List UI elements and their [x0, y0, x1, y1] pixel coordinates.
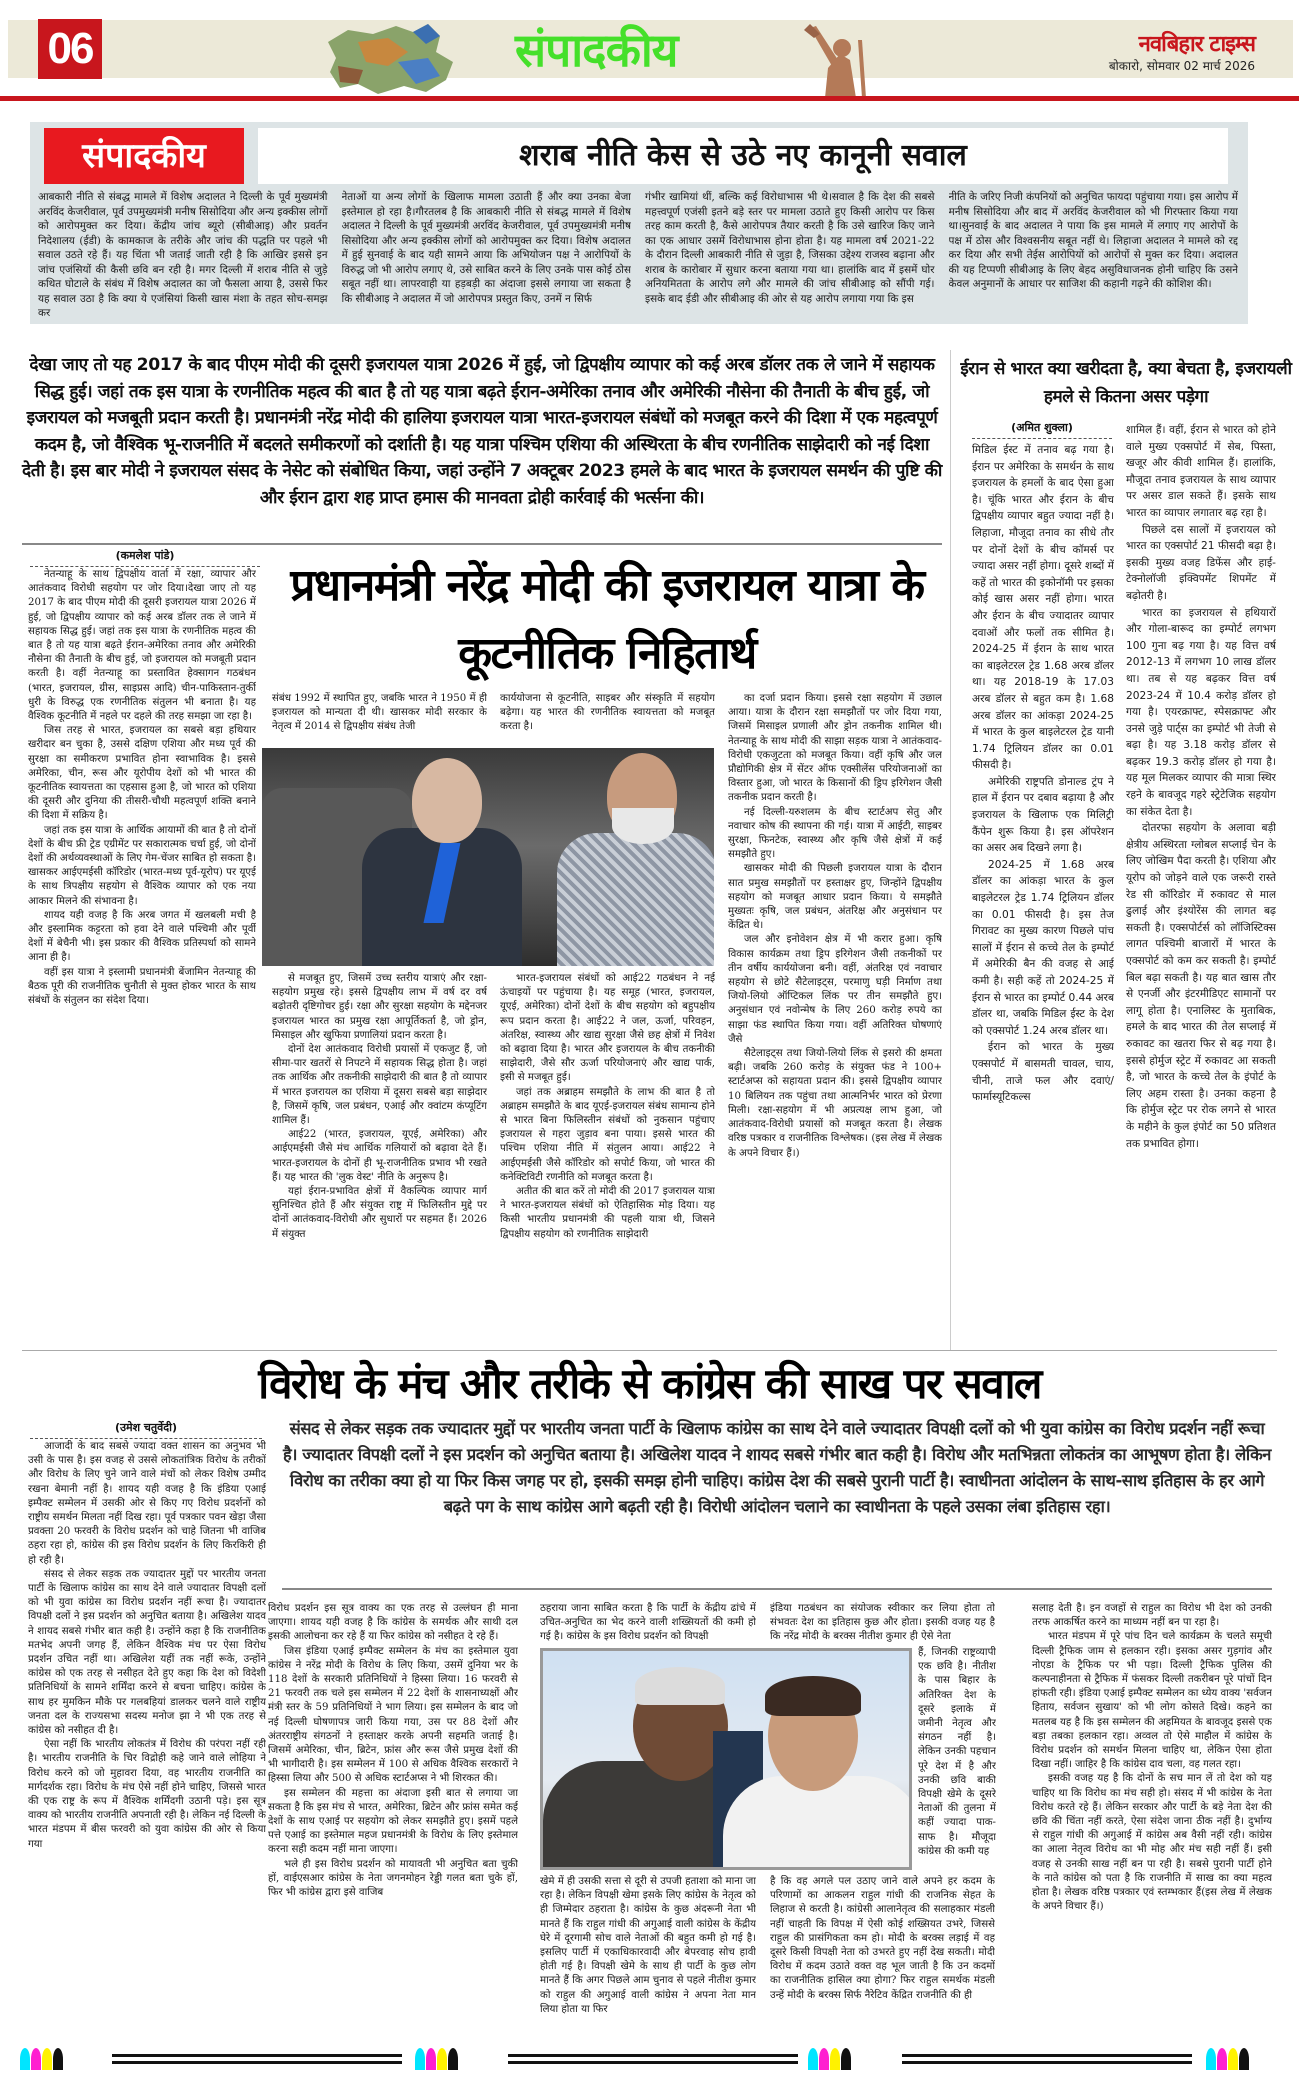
paragraph: अतीत की बात करें तो मोदी की 2017 इजरायल यात्रा ने भारत-इजरायल संबंधों को ऐतिहासिक मोड़ दिया। यह किसी भारतीय प्रधानमंत्री की पहली यात्रा थी, जिसने द्विपक्षीय सहयोग को रणनीतिक साझेदारी — [500, 1186, 715, 1240]
photo-modi-netanyahu — [262, 748, 714, 966]
photo-kharge-rahul — [540, 1648, 912, 1870]
paragraph: जल और इनोवेशन क्षेत्र में भी करार हुआ। कृषि विकास कार्यक्रम तथा ड्रिप इरिगेशन जैसी तकनीकों पर तीन वर्षीय कार्ययोजना बनी। वहीं, अंतरिक्ष एवं नवाचार सहयोग से छोटे सैटेलाइट्स, परमाणु घड़ी निर्माण तथा जियो-लियो ऑप्टिकल लिंक पर तीन समझौते हुए। अनुसंधान एवं नवोन्मेष के लिए 260 करोड़ रुपये का साझा फंड स्थापित किया गया। वहीं अतिरिक्त घोषणाएं जैसे — [728, 934, 942, 1045]
masthead — [0, 0, 1299, 100]
cmyk-marks-icon — [415, 2048, 458, 2070]
cmyk-marks-icon — [20, 2048, 63, 2070]
divider — [950, 350, 951, 1350]
masthead-rule — [0, 96, 1299, 101]
paragraph: मिडिल ईस्ट में तनाव बढ़ गया है। ईरान पर अमेरिका के समर्थन के साथ इजरायल के हमलों के बाद ऐसा हुआ है। चूंकि भारत और ईरान के बीच द्विपक्षीय व्यापार बहुत ज्यादा नहीं है। लिहाजा, मौजूदा तनाव का सीधे तौर पर दोनों देशों के बीच कॉमर्स पर ज्यादा असर नहीं होगा। दूसरे शब्दों में कहें तो भारत की इकोनॉमी पर इसका कोई खास असर नहीं होगा। भारत और ईरान के बीच ज्यादातर व्यापार दवाओं और फलों तक सीमित है। 2024-25 में ईरान के साथ भारत का बाइलेटरल ट्रेड 1.68 अरब डॉलर था। यह 2018-19 के 17.03 अरब डॉलर से बहुत कम है। 1.68 अरब डॉलर का आंकड़ा 2024-25 में भारत के कुल बाइलेटरल ट्रेड यानी 1.74 ट्रिलियन डॉलर का 0.01 फीसदी है। — [972, 444, 1114, 772]
article-headline: विरोध के मंच और तरीके से कांग्रेस की साख पर सवाल — [258, 1359, 1041, 1408]
article-column — [272, 972, 487, 1337]
paragraph: विरोध प्रदर्शन इस सूत्र वाक्य का एक तरह से उल्लंघन ही माना जाएगा। शायद यही वजह है कि कांग्रेस के समर्थक और साथी दल इसकी आलोचना कर रहे हैं या फिर कांग्रेस को नसीहत दे रहे हैं। — [268, 1603, 518, 1643]
paragraph: का दर्जा प्रदान किया। इससे रक्षा सहयोग में उछाल आया। यात्रा के दौरान रक्षा समझौतों पर जोर दिया गया, जिसमें मिसाइल प्रणाली और ड्रोन तकनीक शामिल थी। नेतन्याहू के साथ मोदी की साझा सड़क यात्रा ने आतंकवाद-विरोधी एकजुटता को मजबूत किया। वहीं कृषि और जल प्रौद्योगिकी क्षेत्र में सेंटर ऑफ एक्सीलेंस परियोजनाओं का विस्तार हुआ, जो भारत के किसानों की ड्रिप इरिगेशन जैसी तकनीक प्रदान करती है। — [728, 693, 942, 804]
paragraph: भारत का इजरायल से हथियारों और गोला-बारूद का इम्पोर्ट लगभग 100 गुना बढ़ गया है। यह वित्त वर्ष 2012-13 में लगभग 10 लाख डॉलर था। तब से यह बढ़कर वित्त वर्ष 2023-24 में 10.4 करोड़ डॉलर हो गया है। एयरक्राफ्ट, स्पेसक्राफ्ट और उनसे जुड़े पार्ट्स का इम्पोर्ट भी तेजी से बढ़ा है। यह 3.18 करोड़ डॉलर से बढ़कर 19.3 करोड़ डॉलर हो गया है। यह मूल मिलकर व्यापार की मात्रा स्थिर रहने के बावजूद गहरे स्ट्रेटेजिक सहयोग का संकेत देता है। — [1126, 606, 1276, 818]
paragraph: भारत-इजरायल संबंधों को आई22 गठबंधन ने नई ऊंचाइयों पर पहुंचाया है। यह समूह (भारत, इजरायल, यूएई, अमेरिका) दोनों देशों के बीच सहयोग को बहुपक्षीय रूप प्रदान करता है। आई22 ने जल, ऊर्जा, परिवहन, अंतरिक्ष, स्वास्थ्य और खाद्य सुरक्षा जैसे छह क्षेत्रों में निवेश को बढ़ावा दिया है। भारत और इजरायल के बीच तकनीकी साझेदारी, जैसे सौर ऊर्जा परियोजनाएं और खाद्य पार्क, इसी से मजबूत हुई। — [500, 973, 715, 1084]
paragraph: जिस तरह से भारत, इजरायल का सबसे बड़ा हथियार खरीदार बन चुका है, उससे दक्षिण एशिया और मध्य पूर्व की सुरक्षा का समीकरण प्रभावित होना स्वाभाविक है। इससे अमेरिका, चीन, रूस और यूरोपीय देशों को भी भारत की कूटनीतिक स्वायत्तता का एहसास हुआ है, जो भारत को एशिया की दूसरी और दुनिया की तीसरी-चौथी महत्वपूर्ण शक्ति बनाने की दिशा में सक्रिय है। — [28, 725, 256, 822]
editorial-column: आबकारी नीति से संबद्ध मामले में विशेष अदालत ने दिल्ली के पूर्व मुख्यमंत्री अरविंद केजरीवाल, पूर्व उपमुख्यमंत्री मनीष सिसोदिया और अन्य इक्कीस लोगों को आरोपमुक्त कर दिया। केंद्रीय जांच ब्यूरो (सीबीआइ) और प्रवर्तन निदेशालय (ईडी) के कामकाज के तरीके और जांच की पद्धति पर पहले भी सवाल उठते रहे हैं। यह चिंता भी जताई जाती रही है कि आखिर इससे इन जांच एजंसियों की कैसी छवि बन रही है। मगर दिल्ली में शराब नीति से जुड़े कथित घोटाले के संबंध में विशेष अदालत का जो फैसला आया है, उससे फिर यह सवाल उठा है कि क्या ये एजंसियां किसी खास मंशा के तहत सोच-समझ कर — [38, 191, 328, 319]
paragraph: शामिल हैं। वहीं, ईरान से भारत को होने वाले मुख्य एक्सपोर्ट में सेब, पिस्ता, खजूर और कीवी शामिल हैं। हालांकि, मौजूदा तनाव इजरायल के साथ व्यापार पर असर डाल सकते हैं। इसके साथ भारत का व्यापार लगातार बढ़ रहा है। — [1126, 424, 1276, 519]
paragraph: पिछले दस सालों में इजरायल को भारत का एक्सपोर्ट 21 फीसदी बढ़ा है। इसकी मुख्य वजह डिफेंस और हाई-टेक्नोलॉजी इक्विपमेंट शिपमेंट में बढ़ोतरी है। — [1126, 523, 1276, 602]
print-registration-marks — [0, 2048, 1299, 2076]
cmyk-marks-icon — [808, 2048, 851, 2070]
article-column: खेमे में ही उसकी सत्ता से दूरी से उपजी हताशा को माना जा रहा है। लेकिन विपक्षी खेमा इसके लिए कांग्रेस के नेतृत्व को ही जिम्मेदार ठहराता है। कांग्रेस के कुछ अंदरूनी नेता भी मानते हैं कि राहुल गांधी की अगुआई वाली कांग्रेस के केंद्रीय घेरे में दूरगामी सोच वाले नेताओं की बहुत कमी हो गई है। इसलिए पार्टी में एकाधिकारवादी और बेपरवाह सोच हावी होती गई है। विपक्षी खेमे के साथ ही पार्टी के कुछ लोग मानते हैं कि अगर पिछले आम चुनाव से पहले नीतीश कुमार को राहुल की अगुआई वाली कांग्रेस ने अपना नेता मान लिया होता या फिर — [540, 1876, 756, 2015]
newspaper-brand-name: नवबिहार टाइम्स — [1138, 32, 1255, 57]
article-column — [28, 568, 256, 1338]
article-column — [500, 972, 715, 1337]
paragraph: दोतरफा सहयोग के अलावा बड़ी क्षेत्रीय अस्थिरता ग्लोबल सप्लाई चेन के लिए जोखिम पैदा करती है। एशिया और यूरोप को जोड़ने वाले एक जरूरी रास्ते रेड सी कॉरिडोर में रुकावट से माल ढुलाई और इंश्योरेंस की लागत बढ़ सकती है। एक्सपोर्टर्स को लॉजिस्टिक्स लागत पश्चिमी बाजारों में भारत के एक्सपोर्ट को कम कर सकती है। इम्पोर्ट बिल बढ़ा सकती है। यह बात खास तौर से एनर्जी और इंटरमीडिएट सामानों पर लागू होता है। एनालिस्ट के मुताबिक, हमले के बाद भारत की तेल सप्लाई में रुकावट का खतरा फिर से बढ़ गया है। इससे होर्मुज स्ट्रेट में रुकावट आ सकती है, जो भारत के कच्चे तेल के इंपोर्ट के लिए अहम रास्ता है। उनका कहना है कि होर्मुज स्ट्रेट पर रोक लगने से भारत के महीने के कुल इंपोर्ट का 50 प्रतिशत तक प्रभावित होगा। — [1126, 822, 1276, 1150]
paragraph: इसकी वजह यह है कि दोनों के सच मान लें तो देश को यह चाहिए था कि विरोध का मंच सही हो। संसद में भी कांग्रेस के नेता विरोध करते रहे हैं। लेकिन सरकार और पार्टी के बड़े नेता देश की छवि की चिंता नहीं करते, ऐसा संदेश जाना ठीक नहीं है। दुर्भाग्य से राहुल गांधी की अगुआई में कांग्रेस अब वैसी नहीं रही। कांग्रेस का आला नेतृत्व विरोध का भी मोह और मंच सही नहीं हैं। इसी वजह से उनकी साख नहीं बन पा रही है। सबसे पुरानी पार्टी होने के नाते कांग्रेस को पता है कि राजनीति में साख का क्या महत्व होता है। लेखक वरिष्ठ पत्रकार एवं स्तम्भकार हैं(इस लेख में लेखक के अपने विचार हैं।) — [1032, 1773, 1272, 1913]
article-headline: प्रधानमंत्री नरेंद्र मोदी की इजरायल यात्रा के कूटनीतिक निहितार्थ — [290, 560, 924, 679]
article-column: संबंध 1992 में स्थापित हुए, जबकि भारत ने 1950 में ही इजरायल को मान्यता दी थी। खासकर मोदी सरकार के नेतृत्व में 2014 से द्विपक्षीय संबंध तेजी — [272, 693, 487, 733]
page-number-badge: 06 — [38, 19, 102, 79]
byline: (उमेश चतुर्वेदी) — [30, 1420, 262, 1439]
registration-line — [112, 2054, 402, 2064]
side-story-headline: ईरान से भारत क्या खरीदता है, क्या बेचता है, इजरायली हमले से कितना असर पड़ेगा — [960, 359, 1292, 407]
editorial-column: नीति के जरिए निजी कंपनियों को अनुचित फायदा पहुंचाया गया। इस आरोप में मनीष सिसोदिया और बाद में अरविंद केजरीवाल को भी गिरफ्तार किया गया था।सुनवाई के बाद अदालत ने पाया कि इस मामले में लगाए गए आरोपों के पक्ष में ठोस और विश्वसनीय सबूत नहीं थे। लिहाजा अदालत ने मामले को रद्द कर दिया और सभी तेईस आरोपियों को आरोपों से मुक्त कर दिया। अदालत की यह टिप्पणी सीबीआइ के लिए बेहद असुविधाजनक होनी चाहिए कि उसने केवल अनुमानों के आधार पर साजिश की कहानी गढ़ने की कोशिश की। — [948, 191, 1238, 290]
paragraph: सलाह देती है। इन वजहों से राहुल का विरोध भी देश को उनकी तरफ आकर्षित करने का माध्यम नहीं बन पा रहा है। — [1032, 1603, 1272, 1629]
divider — [282, 1588, 1272, 1590]
side-story-column — [972, 442, 1114, 1372]
article-column: ठहराया जाना साबित करता है कि पार्टी के केंद्रीय ढांचे में उचित-अनुचित का भेद करने वाली शख्सियतों की कमी हो गई है। कांग्रेस के इस विरोध प्रदर्शन को विपक्षी — [540, 1603, 756, 1643]
article-column: इंडिया गठबंधन का संयोजक स्वीकार कर लिया होता तो संभवतः देश का इतिहास कुछ और होता। इसकी वजह यह है कि नरेंद्र मोदी के बरक्स नीतीश कुमार ही ऐसे नेता — [770, 1603, 995, 1643]
paragraph: संसद से लेकर सड़क तक ज्यादातर मुद्दों पर भारतीय जनता पार्टी के खिलाफ कांग्रेस का साथ देने वाले ज्यादातर विपक्षी दलों को भी युवा कांग्रेस का विरोध प्रदर्शन नहीं रूचा है। ज्यादातर विपक्षी दलों ने इस प्रदर्शन को अनुचित बताया है। अखिलेश यादव ने शायद सबसे गंभीर बात कही है। उन्होंने कहा है कि राजनीतिक मतभेद अपनी जगह हैं, लेकिन वैश्विक मंच पर ऐसा विरोध प्रदर्शन उचित नहीं था। अखिलेश यहीं तक नहीं रूके, उन्होंने कांग्रेस को एक तरह से नसीहत देते हुए कहा कि देश को विदेशी प्रतिनिधियों के सामने शर्मिंदा करने से बचना चाहिए। कांग्रेस के साथ हर मुमकिन मौके पर गलबहियां डालकर चलने वाले राष्ट्रीय जनता दल के राज्यसभा सदस्य मनोज झा ने भी एक तरह से कांग्रेस को नसीहत दी है। — [28, 1568, 266, 1737]
paragraph: जहां तक इस यात्रा के आर्थिक आयामों की बात है तो दोनों देशों के बीच फ्री ट्रेड एग्रीमेंट पर सकारात्मक चर्चा हुई, जो दोनों देशों की अर्थव्यवस्थाओं के लिए गेम-चेंजर साबित हो सकता है। खासकर आईएमईसी कॉरिडोर (भारत-मध्य पूर्व-यूरोप) पर यूएई के साथ त्रिपक्षीय सहयोग से वैश्विक व्यापार को एक नया आकार मिलने की संभावना है। — [28, 824, 256, 907]
paragraph: आजादी के बाद सबसे ज्यादा वक्त शासन का अनुभव भी उसी के पास है। इस वजह से उससे लोकतांत्रिक विरोध के तरीकों और विरोध के लिए चुने जाने वाले मंचों को लेकर विशेष उम्मीद रखना बेमानी नहीं है। शायद यही वजह है कि इंडिया एआई इम्पैक्ट सम्मेलन में उसकी ओर से किए गए विरोध प्रदर्शनों को राष्ट्रीय समर्थन मिलता नहीं दिख रहा। पूर्व पत्रकार पवन खेड़ा जैसा प्रवक्ता 20 फरवरी के विरोध प्रदर्शन को चाहे जितना भी वाजिब ठहरा रहा हो, कांग्रेस की इस विरोध प्रदर्शन के लिए किरकिरी ही हो रही है। — [28, 1441, 266, 1566]
divider — [22, 543, 942, 545]
paragraph: यहां ईरान-प्रभावित क्षेत्रों में वैकल्पिक व्यापार मार्ग सुनिश्चित होते हैं और संयुक्त राष्ट्र में फिलिस्तीन मुद्दे पर दोनों आतंकवाद-विरोधी और सुधारों पर सहमत हैं। 2026 में संयुक्त — [272, 1186, 487, 1240]
article-column: हैं, जिनकी राष्ट्रव्यापी एक छवि है। नीतीश के पास बिहार के अतिरिक्त देश के दूसरे इलाके में जमीनी नेतृत्व और संगठन नहीं है। लेकिन उनकी पहचान पूरे देश में है और उनकी छवि बाकी विपक्षी खेमे के दूसरे नेताओं की तुलना में कहीं ज्यादा पाक-साफ है। मौजूदा कांग्रेस की कमी यह — [918, 1647, 996, 1857]
byline: (अमित शुक्ला) — [972, 420, 1112, 439]
article-column — [728, 692, 942, 1332]
dateline: बोकारो, सोमवार 02 मार्च 2026 — [1108, 59, 1255, 73]
editorial-headline: शराब नीति केस से उठे नए कानूनी सवाल — [519, 138, 967, 173]
paragraph: नई दिल्ली-यरुशलम के बीच स्टार्टअप सेतु और नवाचार कोष की स्थापना की गई। यात्रा में आईटी, साइबर सुरक्षा, फिनटेक, स्वास्थ्य और कृषि जैसे क्षेत्रों में कई समझौते हुए। — [728, 806, 942, 861]
jharkhand-map-collage-icon — [318, 22, 466, 96]
paragraph: इस सम्मेलन की महत्ता का अंदाजा इसी बात से लगाया जा सकता है कि इस मंच से भारत, अमेरिका, ब्रिटेन और फ्रांस समेत कई देशों के साथ एआई पर सहयोग को लेकर समझौते हुए। इसमें पहले पत्ते एआई का इस्तेमाल महज प्रधानमंत्री के विरोध के लिए इस्तेमाल करना सही कदम नहीं माना जाएगा। — [268, 1787, 518, 1856]
section-title: संपादकीय — [515, 23, 678, 77]
article-column: है कि वह अगले पल उठाए जाने वाले अपने हर कदम के परिणामों का आकलन राहुल गांधी की राजनिक सेहत के लिहाज से करती है। कांग्रेसी आलानेतृत्व की सलाहकार मंडली नहीं चाहती कि विपक्ष में ऐसी कोई शख्सियत उभरे, जिससे राहुल की प्रासंगिकता कम हो। मोदी के बरक्स लड़ाई में वह दूसरे किसी विपक्षी नेता को उभरते हुए नहीं देख सकती। मोदी विरोध में कदम उठाते वक्त वह भूल जाती है कि उन कदमों का राजनीतिक हासिल क्या होगा? फिर राहुल समर्थक मंडली उन्हें मोदी के बरक्स सिर्फ नैरेटिव केंद्रित राजनीति की ही — [770, 1876, 995, 2001]
article-column — [268, 1602, 518, 2082]
paragraph: खासकर मोदी की पिछली इजरायल यात्रा के दौरान सात प्रमुख समझौतों पर हस्ताक्षर हुए, जिन्होंने द्विपक्षीय सहयोग को मजबूत आधार प्रदान किया। ये समझौते मुख्यतः कृषि, जल प्रबंधन, अंतरिक्ष और अनुसंधान पर केंद्रित थे। — [728, 863, 942, 932]
article-column — [28, 1440, 266, 2080]
editorial-label: संपादकीय — [44, 128, 244, 184]
pull-quote: देखा जाए तो यह 2017 के बाद पीएम मोदी की दूसरी इजरायल यात्रा 2026 में हुई, जो द्विपक्षीय व्यापार को कई अरब डॉलर तक ले जाने में सहायक सिद्ध हुई। जहां तक इस यात्रा के रणनीतिक महत्व की बात है तो यह यात्रा बढ़ते ईरान-अमेरिका तनाव और अमेरिकी नौसेना की तैनाती के बीच हुई, जो इजरायल को मजबूती प्रदान करती है। प्रधानमंत्री नरेंद्र मोदी की हालिया इजरायल यात्रा भारत-इजरायल संबंधों को मजबूत करने की दिशा में एक महत्वपूर्ण कदम है, जो वैश्विक भू-राजनीति में बदलते समीकरणों को दर्शाती है। यह यात्रा पश्चिम एशिया की अस्थिरता के बीच रणनीतिक साझेदारी को नई दिशा देती है। इस बार मोदी ने इजरायल संसद के नेसेट को संबोधित किया, जहां उन्होंने 7 अक्टूबर 2023 हमले के बाद भारत के इजरायल समर्थन की पुष्टि की और ईरान द्वारा शह प्राप्त हमास की मानवता द्रोही कार्रवाई की भर्त्सना की। — [22, 355, 942, 508]
paragraph: नेतन्याहू के साथ द्विपक्षीय वार्ता में रक्षा, व्यापार और आतंकवाद विरोधी सहयोग पर जोर दिया।देखा जाए तो यह 2017 के बाद पीएम मोदी की दूसरी इजरायल यात्रा 2026 में हुई, जो द्विपक्षीय व्यापार को कई अरब डॉलर तक ले जाने में सहायक सिद्ध हुई। जहां तक इस यात्रा के रणनीतिक महत्व की बात है तो यह यात्रा बढ़ते ईरान-अमेरिका तनाव और अमेरिकी नौसेना की तैनाती के बीच हुई, जो इजरायल को मजबूती प्रदान करती है। वहीं नेतन्याहू का प्रस्तावित हेक्सागन गठबंधन (भारत, इजरायल, ग्रीस, साइप्रस आदि) चीन-पाकिस्तान-तुर्की धुरी के विरुद्ध एक रणनीतिक संतुलन भी बनाता है। यह वैश्विक कूटनीति में नहले पर दहले की तरह समझा जा रहा है। — [28, 569, 256, 723]
paragraph: शायद यही वजह है कि अरब जगत में खलबली मची है और इस्लामिक कट्टरता को हवा देने वाले पश्चिमी और पूर्वी देशों में बेचैनी भी। इस प्रकार की वैश्विक प्रतिस्पर्धा को सामने आना ही है। — [28, 909, 256, 964]
registration-line — [508, 2054, 798, 2064]
divider — [22, 1350, 1277, 1351]
paragraph: अमेरिकी राष्ट्रपति डोनाल्ड ट्रंप ने हाल में ईरान पर दबाव बढ़ाया है और इजरायल के खिलाफ एक मिलिट्री कैंपेन शुरू किया है। इस ऑपरेशन का असर अब दिखने लगा है। — [972, 775, 1114, 855]
paragraph: 2024-25 में 1.68 अरब डॉलर का आंकड़ा भारत के कुल बाइलेटरल ट्रेड 1.74 ट्रिलियन डॉलर का 0.01 फीसदी है। इस तेज गिरावट का मुख्य कारण पिछले पांच सालों में ईरान से कच्चे तेल के इम्पोर्ट में अमेरिकी बैन की वजह से आई कमी है। सही कहें तो 2024-25 में ईरान से भारत का इम्पोर्ट 0.44 अरब डॉलर था, जबकि मिडिल ईस्ट के देश को एक्सपोर्ट 1.24 अरब डॉलर था। — [972, 858, 1114, 1037]
paragraph: वहीं इस यात्रा ने इस्लामी प्रधानमंत्री बेंजामिन नेतन्याहू की बैठक पूरी की राजनीतिक चुनौती से मुक्त होकर भारत के साथ संबंधों के संतुलन का संदेश दिया। — [28, 966, 256, 1007]
registration-line — [902, 2054, 1192, 2064]
paragraph: आई22 (भारत, इजरायल, यूएई, अमेरिका) और आईएमईसी जैसे मंच आर्थिक गलियारों को बढ़ावा देते हैं। भारत-इजरायल के दोनों ही भू-राजनीतिक प्रभाव भी रखते हैं। यह भारत की 'लुक वेस्ट' नीति के अनुरूप है। — [272, 1129, 487, 1183]
statue-figure-icon — [770, 20, 900, 98]
pull-quote: संसद से लेकर सड़क तक ज्यादातर मुद्दों पर भारतीय जनता पार्टी के खिलाफ कांग्रेस का साथ देने वाले ज्यादातर विपक्षी दलों को भी युवा कांग्रेस का विरोध प्रदर्शन नहीं रूचा है। ज्यादातर विपक्षी दलों ने इस प्रदर्शन को अनुचित बताया है। अखिलेश यादव ने शायद सबसे गंभीर बात कही है। विरोध और मतभिन्नता लोकतंत्र का आभूषण होता है। लेकिन विरोध का तरीका क्या हो या फिर किस जगह पर हो, इसकी समझ होनी चाहिए। कांग्रेस देश की सबसे पुरानी पार्टी है। स्वाधीनता आंदोलन के साथ-साथ इतिहास के हर आगे बढ़ते पग के साथ कांग्रेस आगे बढ़ती रही है। विरोधी आंदोलन चलाने का स्वाधीनता के पहले उसका लंबा इतिहास रहा। — [283, 1419, 1271, 1516]
paragraph: ऐसा नहीं कि भारतीय लोकतंत्र में विरोध की परंपरा नहीं रही है। भारतीय राजनीति के चिर विद्रोही कहे जाने वाले लोहिया ने विरोध करने को जो मुहावरा दिया, वह भारतीय राजनीति का मार्गदर्शक रहा। विरोध के मंच ऐसे नहीं होने चाहिए, जिससे भारत की एक राष्ट्र के रूप में वैश्विक शर्मिंदगी उठानी पड़े। इस सूत्र वाक्य को भारतीय राजनीति अपनाती रही है। लेकिन नई दिल्ली के भारत मंडपम में बीस फरवरी को युवा कांग्रेस की ओर से किया गया — [28, 1739, 266, 1850]
paragraph: जहां तक अब्राहम समझौते के लाभ की बात है तो अब्राहम समझौते के बाद यूएई-इजरायल संबंध सामान्य होने से भारत बिना फिलिस्तीन संबंधों को नुकसान पहुंचाए इजरायल से गहरा जुड़ाव बना पाया। इससे भारत की पश्चिम एशिया नीति में संतुलन आया। आई22 ने आईएमईसी जैसे कॉरिडोर को सपोर्ट किया, जो भारत की कनेक्टिविटी रणनीति को मजबूत करता है। — [500, 1086, 715, 1183]
paragraph: दोनों देश आतंकवाद विरोधी प्रयासों में एकजुट हैं, जो सीमा-पार खतरों से निपटने में सहायक सिद्ध होता है। जहां तक आर्थिक और तकनीकी साझेदारी की बात है तो व्यापार में भारत इजरायल का एशिया में दूसरा सबसे बड़ा साझेदार है, जिसमें कृषि, जल प्रबंधन, एआई और क्वांटम कंप्यूटिंग शामिल हैं। — [272, 1044, 487, 1127]
paragraph: भारत मंडपम में पूरे पांच दिन चले कार्यक्रम के चलते समूची दिल्ली ट्रैफिक जाम से हलकान रही। इसका असर गुड़गांव और नोएडा के ट्रैफिक पर भी पड़ा। दिल्ली ट्रैफिक पुलिस की कल्पनाहीनता से ट्रैफिक में फंसकर दिल्ली तकरीबन पूरे पांचों दिन हांफती रही। इंडिया एआई इम्पैक्ट सम्मेलन का ध्येय वाक्य 'सर्वजन हिताय, सर्वजन सुखाय' को भी लोग कोसते दिखे। कहने का मतलब यह है कि इस सम्मेलन की अहमियत के बावजूद इससे एक बड़ा तबका हलकान रहा। अव्वल तो ऐसे माहौल में कांग्रेस के विरोध प्रदर्शन को समर्थन मिलना चाहिए था, लेकिन ऐसा होता दिखा नहीं। जाहिर है कि कांग्रेस दाव चला, वह गलत रहा। — [1032, 1631, 1272, 1771]
editorial-columns — [38, 190, 1238, 320]
editorial-column: नेताओं या अन्य लोगों के खिलाफ मामला उठाती हैं और क्या उनका बेजा इस्तेमाल हो रहा है।गौरतलब है कि आबकारी नीति से संबद्ध मामले में विशेष अदालत ने दिल्ली के पूर्व मुख्यमंत्री अरविंद केजरीवाल, पूर्व उपमुख्यमंत्री मनीष सिसोदिया और अन्य इक्कीस लोगों को आरोपमुक्त कर दिया। विशेष अदालत में हुई सुनवाई के बाद यही सामने आया कि अभियोजन पक्ष ने आरोपियों के विरुद्ध जो भी आरोप लगाए थे, उसे साबित करने के लिए उनके पास कोई ठोस सबूत नहीं था। लापरवाही या हड़बड़ी का अंदाजा इससे लगाया जा सकता है कि सीबीआइ ने अदालत में जो आरोपपत्र प्रस्तुत किए, उनमें न सिर्फ — [341, 191, 631, 305]
paragraph: ईरान को भारत के मुख्य एक्सपोर्ट में बासमती चावल, चाय, चीनी, ताजे फल और दवाएं/फार्मास्यूटिकल्स — [972, 1041, 1114, 1104]
article-column: कार्ययोजना से कूटनीति, साइबर और संस्कृति में सहयोग बढ़ेगा। यह भारत की रणनीतिक स्वायत्तता को मजबूत करता है। — [500, 693, 715, 733]
paragraph: सैटेलाइट्स तथा जियो-लियो लिंक से इसरो की क्षमता बढ़ी। जबकि 260 करोड़ के संयुक्त फंड ने 100+ स्टार्टअप्स को सहायता प्रदान की। इससे द्विपक्षीय व्यापार 10 बिलियन तक पहुंचा तथा आत्मनिर्भर भारत को प्रेरणा मिली। रक्षा-सहयोग में भी अप्रत्यक्ष लाभ हुआ, जो आतंकवाद-विरोधी प्रयासों को मजबूत करता है। लेखक वरिष्ठ पत्रकार व राजनीतिक विश्लेषक। (इस लेख में लेखक के अपने विचार हैं।) — [728, 1048, 942, 1159]
article-column — [1032, 1602, 1272, 2082]
paragraph: भले ही इस विरोध प्रदर्शन को मायावती भी अनुचित बता चुकी हों, वाईएसआर कांग्रेस के नेता जगनमोहन रेड्डी गलत बता चुके हों, फिर भी कांग्रेस द्वारा इसे वाजिब — [268, 1858, 518, 1899]
cmyk-marks-icon — [1206, 2048, 1249, 2070]
paragraph: से मजबूत हुए, जिसमें उच्च स्तरीय यात्राएं और रक्षा-सहयोग प्रमुख रहे। इससे द्विपक्षीय लाभ में वर्ष दर वर्ष बढ़ोतरी दृष्टिगोचर हुई। रक्षा और सुरक्षा सहयोग के मद्देनजर इजरायल भारत का प्रमुख रक्षा आपूर्तिकर्ता है, जो ड्रोन, मिसाइल और खुफिया प्रणालियां प्रदान करता है। — [272, 973, 487, 1041]
editorial-column: गंभीर खामियां थीं, बल्कि कई विरोधाभास भी थे।सवाल है कि देश की सबसे महत्त्वपूर्ण एजंसी इतने बड़े स्तर पर मामला उठाते हुए किसी आरोप पर किस तरह काम करती है, कैसे आरोपपत्र तैयार करती है कि उसे खारिज किए जाने का एक आधार उसमें विरोधाभास होना होता है। यह मामला वर्ष 2021-22 के दौरान दिल्ली आबकारी नीति से जुड़ा है, जिसका उद्देश्य राजस्व बढ़ाना और शराब के कारोबार में सुधार करना बताया गया था। हालांकि बाद में इसमें घोर अनियमितता के आरोप लगे और मामले की जांच सीबीआइ को सौंपी गई। इसके बाद ईडी और सीबीआइ की ओर से यह आरोप लगाया गया कि इस — [645, 191, 935, 305]
byline: (कमलेश पांडे) — [30, 548, 260, 567]
side-story-column — [1126, 422, 1276, 1372]
paragraph: जिस इंडिया एआई इम्पैक्ट सम्मेलन के मंच का इस्तेमाल युवा कांग्रेस ने नरेंद्र मोदी के विरोध के लिए किया, उसमें दुनिया भर के 118 देशों के सरकारी प्रतिनिधियों ने हिस्सा लिया। 16 फरवरी से 21 फरवरी तक चले इस सम्मेलन में 22 देशों के शासनाध्यक्षों और मंत्री स्तर के 59 प्रतिनिधियों ने भाग लिया। इस सम्मेलन के बाद जो नई दिल्ली घोषणापत्र जारी किया गया, उस पर 88 देशों और अंतरराष्ट्रीय संगठनों ने हस्ताक्षर करके अपनी सहमति जताई है। जिसमें अमेरिका, चीन, ब्रिटेन, फ्रांस और रूस जैसे प्रमुख देशों की भी भागीदारी है। इस सम्मेलन में 100 से अधिक वैश्विक सरकारों ने हिस्सा लिया और 500 से अधिक स्टार्टअप्स ने भी शिरकत की। — [268, 1645, 518, 1785]
